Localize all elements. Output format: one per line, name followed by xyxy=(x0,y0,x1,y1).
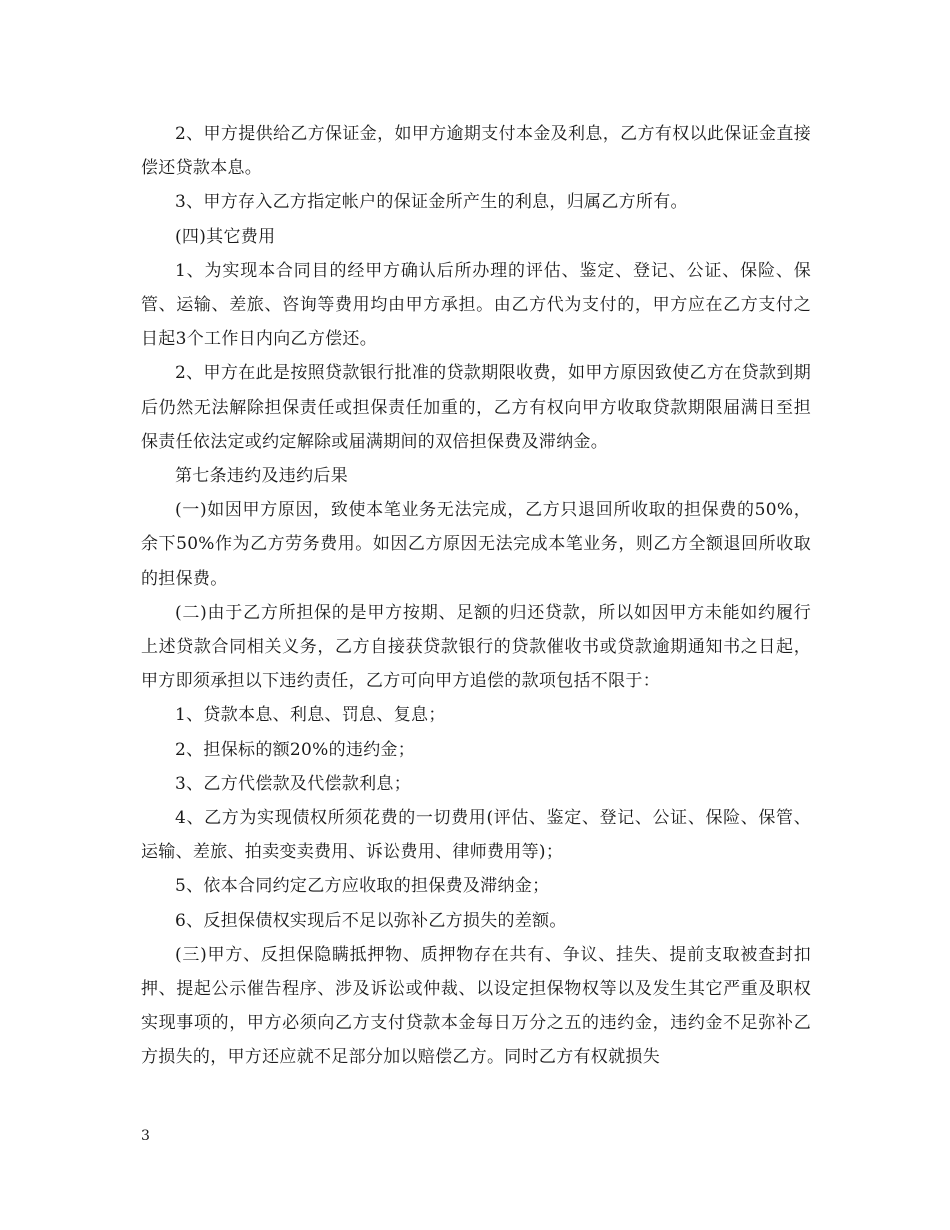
list-item-costs: 4、乙方为实现债权所须花费的一切费用(评估、鉴定、登记、公证、保险、保管、运输、差旅、拍卖变卖费用、诉讼费用、律师费用等)； xyxy=(141,808,811,863)
list-item-shortfall: 6、反担保债权实现后不足以弥补乙方损失的差额。 xyxy=(175,910,567,931)
page-number: 3 xyxy=(141,1128,150,1144)
section-heading-other-fees: (四)其它费用 xyxy=(175,226,276,247)
list-item-principal-interest: 1、贷款本息、利息、罚息、复息； xyxy=(175,705,446,726)
list-item-compensation: 3、乙方代偿款及代偿款利息； xyxy=(175,773,412,794)
document-body xyxy=(141,117,811,1075)
paragraph-breach-one: (一)如因甲方原因，致使本笔业务无法完成，乙方只退回所收取的担保费的50%，余下50%作为乙方劳务费用。如因乙方原因无法完成本笔业务，则乙方全额退回所收取的担保费。 xyxy=(141,500,811,589)
paragraph-deposit-repayment: 2、甲方提供给乙方保证金，如甲方逾期支付本金及利息，乙方有权以此保证金直接偿还贷款本息。 xyxy=(141,124,811,179)
paragraph-fees-borne: 1、为实现本合同目的经甲方确认后所办理的评估、鉴定、登记、公证、保险、保管、运输、差旅、咨询等费用均由甲方承担。由乙方代为支付的，甲方应在乙方支付之日起3个工作日内向乙方偿还。 xyxy=(141,260,811,350)
paragraph-breach-two: (二)由于乙方所担保的是甲方按期、足额的归还贷款，所以如因甲方未能如约履行上述贷款合同相关义务，乙方自接获贷款银行的贷款催收书或贷款逾期通知书之日起，甲方即须承担以下违约责任，乙方可向甲方追偿的款项包括不限于： xyxy=(141,602,811,692)
paragraph-breach-three: (三)甲方、反担保隐瞒抵押物、质押物存在共有、争议、挂失、提前支取被查封扣押、提起公示催告程序、涉及诉讼或仲裁、以设定担保物权等以及发生其它严重及职权实现事项的，甲方必须向乙方支付贷款本金每日万分之五的违约金，违约金不足弥补乙方损失的，甲方还应就不足部分加以赔偿乙方。同时乙方有权就损失 xyxy=(141,944,811,1068)
list-item-guarantee-fee: 5、依本合同约定乙方应收取的担保费及滞纳金； xyxy=(175,876,550,897)
paragraph-deposit-interest: 3、甲方存入乙方指定帐户的保证金所产生的利息，归属乙方所有。 xyxy=(175,192,688,213)
article-heading-breach: 第七条违约及违约后果 xyxy=(175,466,348,487)
list-item-penalty: 2、担保标的额20%的违约金； xyxy=(175,739,416,760)
paragraph-fee-period: 2、甲方在此是按照贷款银行批准的贷款期限收费，如甲方原因致使乙方在贷款到期后仍然无法解除担保责任或担保责任加重的，乙方有权向甲方收取贷款期限届满日至担保责任依法定或约定解除或届满期间的双倍担保费及滞纳金。 xyxy=(141,363,811,452)
